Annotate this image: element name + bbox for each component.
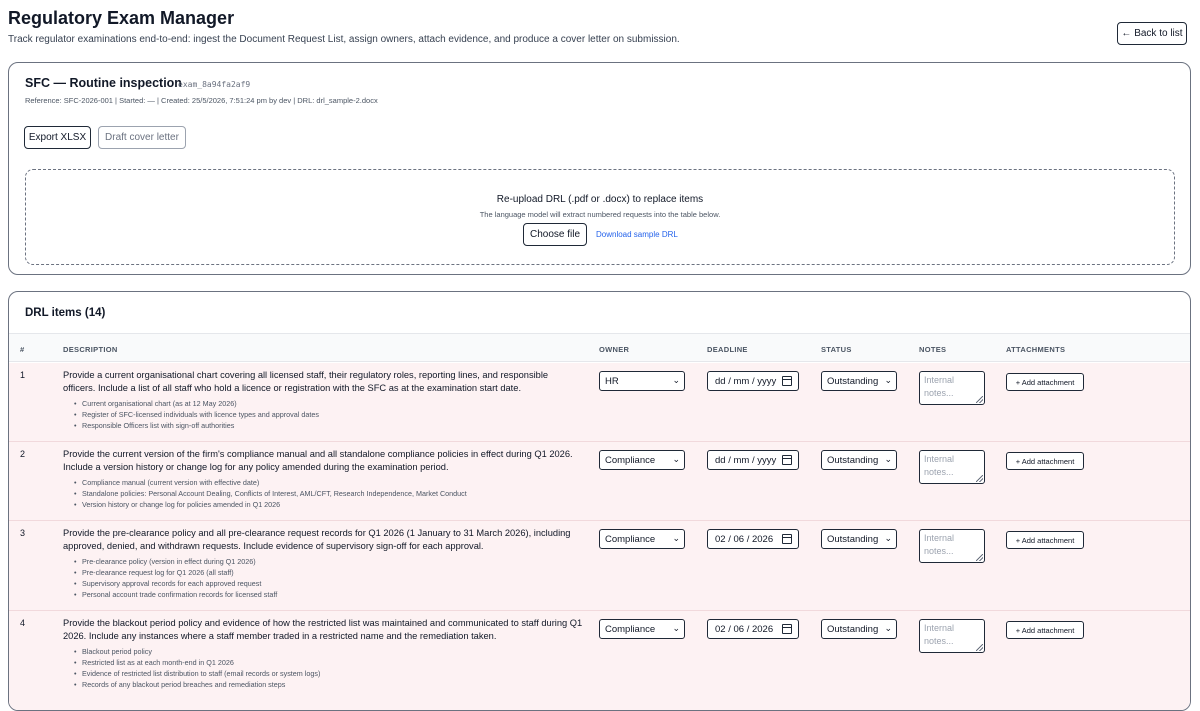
exam-title: SFC — Routine inspection xyxy=(25,76,182,90)
list-item: • Register of SFC-licensed individuals with licence types and approval dates xyxy=(76,409,576,420)
upload-title: Re-upload DRL (.pdf or .docx) to replace items xyxy=(496,194,704,205)
deadline-value: 02 / 06 / 2026 xyxy=(715,533,774,545)
resize-handle-icon[interactable] xyxy=(976,644,983,651)
add-attachment-button[interactable]: + Add attachment xyxy=(1006,452,1084,470)
deadline-input[interactable] xyxy=(707,619,799,639)
calendar-icon[interactable] xyxy=(782,455,792,465)
chevron-down-icon: ⌄ xyxy=(672,533,680,543)
export-xlsx-button[interactable]: Export XLSX xyxy=(24,126,91,149)
add-attachment-button[interactable]: + Add attachment xyxy=(1006,373,1084,391)
owner-value: Compliance xyxy=(605,623,656,635)
notes-textarea[interactable] xyxy=(919,529,985,563)
chevron-down-icon: ⌄ xyxy=(672,623,680,633)
deadline-input[interactable] xyxy=(707,450,799,470)
list-item: • Responsible Officers list with sign-off authorities xyxy=(76,420,576,431)
calendar-icon[interactable] xyxy=(782,624,792,634)
draft-cover-letter-button[interactable]: Draft cover letter xyxy=(98,126,186,149)
notes-textarea[interactable] xyxy=(919,619,985,653)
header-attachments: ATTACHMENTS xyxy=(1006,345,1066,354)
drl-upload-dropzone[interactable] xyxy=(25,169,1175,265)
header-status: STATUS xyxy=(821,345,852,354)
row-sub-list xyxy=(76,646,576,690)
chevron-down-icon: ⌄ xyxy=(884,533,892,543)
choose-file-button[interactable]: Choose file xyxy=(523,223,587,246)
resize-handle-icon[interactable] xyxy=(976,396,983,403)
list-item: • Current organisational chart (as at 12 May 2026) xyxy=(76,398,576,409)
calendar-icon[interactable] xyxy=(782,534,792,544)
deadline-value: dd / mm / yyyy xyxy=(715,375,777,387)
add-attachment-button[interactable]: + Add attachment xyxy=(1006,621,1084,639)
row-sub-list xyxy=(76,477,576,510)
table-row xyxy=(9,363,1190,442)
calendar-icon[interactable] xyxy=(782,376,792,386)
status-select[interactable] xyxy=(821,371,897,391)
row-description: Provide the blackout period policy and evidence of how the restricted list was maintained and communicated to staff during Q1 2026. Include any instances where a staff member traded in a restricted name and the remediation taken. xyxy=(63,618,583,641)
row-sub-list xyxy=(76,556,576,600)
row-number: 4 xyxy=(20,618,26,628)
row-number: 1 xyxy=(20,370,26,380)
notes-textarea[interactable] xyxy=(919,450,985,484)
exam-meta: Reference: SFC-2026-001 | Started: — | Created: 25/5/2026, 7:51:24 pm by dev | DRL: drl_sample-2.docx xyxy=(25,96,378,105)
deadline-value: 02 / 06 / 2026 xyxy=(715,623,774,635)
list-item: • Restricted list as at each month-end in Q1 2026 xyxy=(76,657,576,668)
status-select[interactable] xyxy=(821,529,897,549)
table-row xyxy=(9,611,1190,711)
list-item: • Blackout period policy xyxy=(76,646,576,657)
drl-title: DRL items (14) xyxy=(25,307,106,319)
list-item: • Compliance manual (current version with effective date) xyxy=(76,477,576,488)
notes-placeholder: Internal notes... xyxy=(924,454,955,477)
exam-card xyxy=(8,62,1191,275)
header-deadline: DEADLINE xyxy=(707,345,748,354)
owner-value: Compliance xyxy=(605,533,656,545)
notes-placeholder: Internal notes... xyxy=(924,375,955,398)
resize-handle-icon[interactable] xyxy=(976,554,983,561)
app-subtitle: Track regulator examinations end-to-end: ingest the Document Request List, assign owners, attach evidence, and produce a cover letter on submission. xyxy=(8,34,680,45)
row-description: Provide the current version of the firm's compliance manual and all standalone compliance policies in effect during Q1 2026. Include a version history or change log for any policy amended during the examination period. xyxy=(63,449,573,472)
table-row xyxy=(9,521,1190,611)
row-description: Provide the pre-clearance policy and all pre-clearance request records for Q1 2026 (1 January to 31 March 2026), including approved, denied, and withdrawn requests. Include evidence of supervisory sign-off for each approval. xyxy=(63,528,571,551)
upload-help: The language model will extract numbered requests into the table below. xyxy=(479,210,721,219)
chevron-down-icon: ⌄ xyxy=(884,623,892,633)
chevron-down-icon: ⌄ xyxy=(884,375,892,385)
status-value: Outstanding xyxy=(827,623,879,635)
status-select[interactable] xyxy=(821,450,897,470)
list-item: • Evidence of restricted list distribution to staff (email records or system logs) xyxy=(76,668,576,679)
deadline-value: dd / mm / yyyy xyxy=(715,454,777,466)
notes-textarea[interactable] xyxy=(919,371,985,405)
table-header xyxy=(9,333,1190,362)
list-item: • Personal account trade confirmation records for licensed staff xyxy=(76,589,576,600)
header-description: DESCRIPTION xyxy=(63,345,118,354)
owner-select[interactable] xyxy=(599,371,685,391)
list-item: • Supervisory approval records for each approved request xyxy=(76,578,576,589)
add-attachment-button[interactable]: + Add attachment xyxy=(1006,531,1084,549)
list-item: • Standalone policies: Personal Account Dealing, Conflicts of Interest, AML/CFT, Research Independence, Market Conduct xyxy=(76,488,576,499)
chevron-down-icon: ⌄ xyxy=(672,454,680,464)
chevron-down-icon: ⌄ xyxy=(884,454,892,464)
deadline-input[interactable] xyxy=(707,529,799,549)
row-sub-list xyxy=(76,398,576,431)
exam-id: exam_8a94fa2af9 xyxy=(178,80,251,89)
row-description: Provide a current organisational chart covering all licensed staff, their regulatory roles, reporting lines, and responsible officers. Include a list of all staff who hold a licence or registration with the SFC as at the examination start date. xyxy=(63,370,549,393)
list-item: • Pre-clearance policy (version in effect during Q1 2026) xyxy=(76,556,576,567)
list-item: • Pre-clearance request log for Q1 2026 (all staff) xyxy=(76,567,576,578)
status-select[interactable] xyxy=(821,619,897,639)
deadline-input[interactable] xyxy=(707,371,799,391)
back-to-list-button[interactable]: ← Back to list xyxy=(1117,22,1187,45)
row-number: 2 xyxy=(20,449,26,459)
notes-placeholder: Internal notes... xyxy=(924,623,955,646)
row-number: 3 xyxy=(20,528,26,538)
owner-value: Compliance xyxy=(605,454,656,466)
table-row xyxy=(9,442,1190,521)
header-number: # xyxy=(20,345,25,354)
drl-items-card xyxy=(8,291,1191,711)
app-title: Regulatory Exam Manager xyxy=(8,8,235,28)
chevron-down-icon: ⌄ xyxy=(672,375,680,385)
header-notes: NOTES xyxy=(919,345,947,354)
header-owner: OWNER xyxy=(599,345,630,354)
download-sample-drl-link[interactable]: Download sample DRL xyxy=(596,230,678,239)
status-value: Outstanding xyxy=(827,375,879,387)
notes-placeholder: Internal notes... xyxy=(924,533,955,556)
resize-handle-icon[interactable] xyxy=(976,475,983,482)
status-value: Outstanding xyxy=(827,533,879,545)
owner-value: HR xyxy=(605,375,619,387)
list-item: • Records of any blackout period breaches and remediation steps xyxy=(76,679,576,690)
owner-select[interactable] xyxy=(599,450,685,470)
list-item: • Version history or change log for policies amended in Q1 2026 xyxy=(76,499,576,510)
status-value: Outstanding xyxy=(827,454,879,466)
owner-select[interactable] xyxy=(599,529,685,549)
owner-select[interactable] xyxy=(599,619,685,639)
